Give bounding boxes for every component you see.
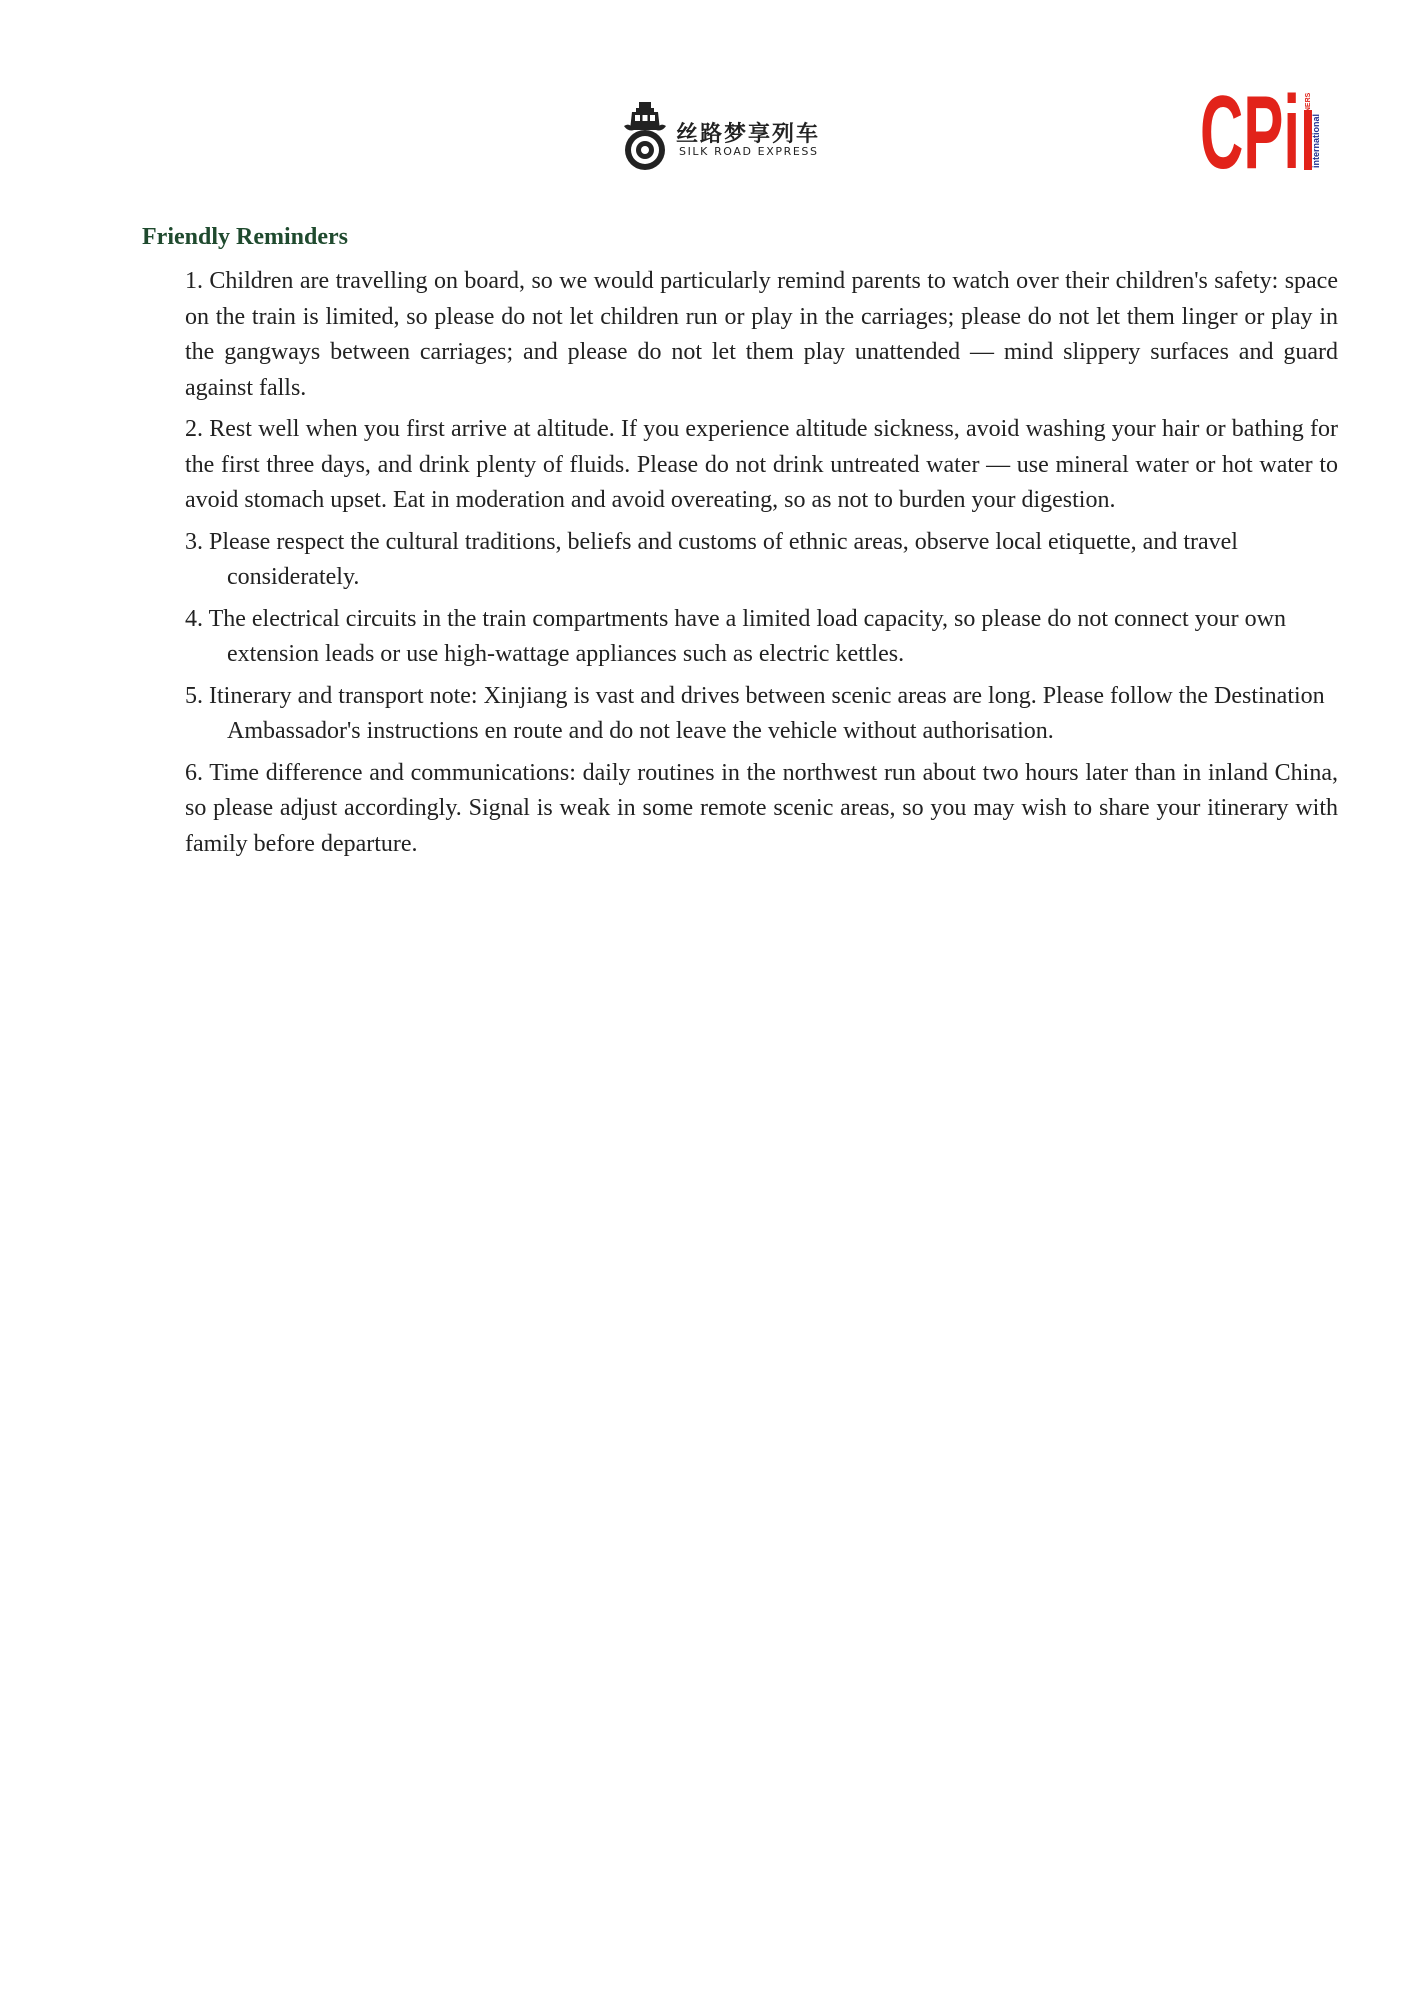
reminder-item-2: 2. Rest well when you first arrive at altitude. If you experience altitude sickness, avoid washing your hair or bathing for the first three days, and drink plenty of fluids. Please do not drink untreated water — use mineral water or hot water to avoid stomach upset. Eat in moderation and avoid overeating, so as not to burden your digestion. (185, 416, 1338, 513)
reminder-item-3: 3. Please respect the cultural traditions, beliefs and customs of ethnic areas, observe local etiquette, and travel considerately. (185, 528, 1238, 590)
reminder-item-1: 1. Children are travelling on board, so we would particularly remind parents to watch over their children's safety: space on the train is limited, so please do not let children run or play in the carriages; please do not let them linger or play in the gangways between carriages; and please do not let them play unattended — mind slippery surfaces and guard against falls. (185, 268, 1338, 401)
logo-chinese-name: 丝路梦享列车 (676, 122, 821, 147)
cpi-logo-icon (1200, 58, 1320, 178)
reminder-item-6: 6. Time difference and communications: daily routines in the northwest run about two hours later than in inland China, so please adjust accordingly. Signal is weak in some remote scenic areas, so you may wish to share your itinerary with family before departure. (185, 759, 1338, 857)
page-header (0, 0, 1414, 190)
train-emblem-icon (622, 100, 668, 172)
silk-road-express-logo (622, 100, 832, 172)
logo-english-name: SILK ROAD EXPRESS (679, 145, 819, 158)
reminder-item-4: 4. The electrical circuits in the train compartments have a limited load capacity, so please do not connect your own extension leads or use high-wattage appliances such as electric kettles. (185, 605, 1286, 667)
reminder-item-5: 5. Itinerary and transport note: Xinjiang is vast and drives between scenic areas are long. Please follow the Destination Ambassador's instructions en route and do not leave the vehicle without authorisation. (185, 682, 1325, 744)
cpi-logo (1200, 58, 1320, 178)
section-title: Friendly Reminders (142, 224, 348, 250)
cpi-sub-text: international (1311, 113, 1320, 168)
reminders-list (185, 264, 1338, 868)
cpi-tagline-text: CREATIVE PLANNERS (1305, 92, 1312, 168)
cpi-brand-text: CPi (1200, 75, 1300, 178)
